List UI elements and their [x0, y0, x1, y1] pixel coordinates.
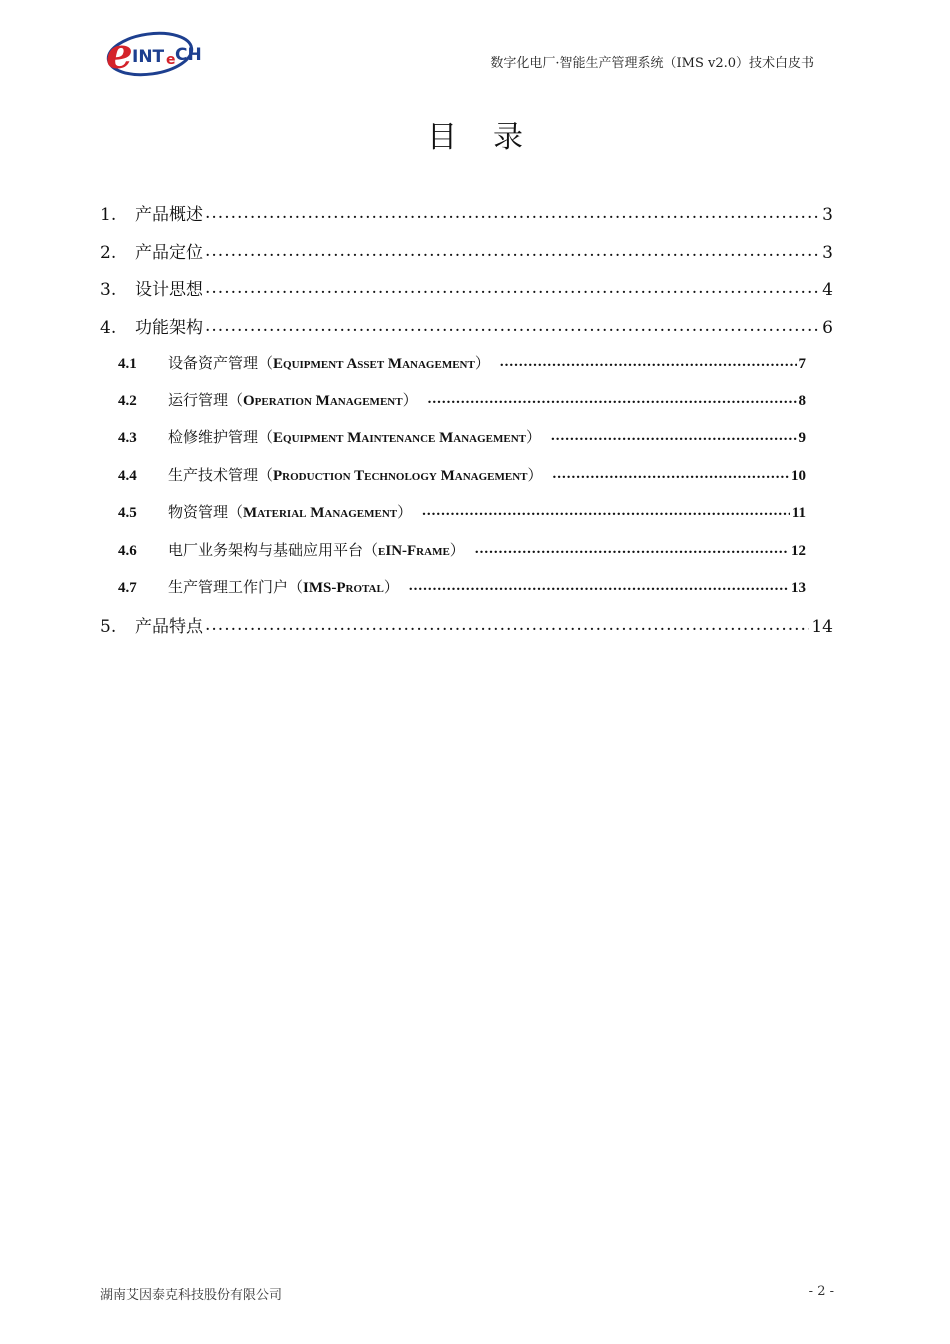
toc-entry-label-en: IMS-Protal [303, 580, 384, 596]
toc-entry-label: 设计思想 [135, 280, 203, 300]
toc-entry-label [168, 426, 541, 447]
header-document-title: 数字化电厂·智能生产管理系统（IMS v2.0）技术白皮书 [490, 56, 814, 71]
toc-entry-label-tail: ） [527, 466, 543, 484]
dot-leader [205, 241, 820, 261]
toc-entry-label-en: Operation Management [243, 393, 403, 409]
toc-entry-page: 13 [791, 580, 806, 596]
toc-entry-1[interactable] [100, 200, 833, 225]
svg-text:e: e [106, 29, 133, 78]
toc-entry-label-en: Equipment Maintenance Management [273, 430, 527, 446]
toc-entry-page: 3 [822, 205, 833, 225]
dot-leader [205, 316, 820, 336]
toc-entry-number: 4.6 [118, 543, 137, 559]
toc-entry-label-cn: 生产技术管理（ [168, 466, 274, 484]
dot-leader [551, 428, 796, 445]
toc-entry-number: 5. [100, 617, 117, 637]
toc-entry-label [168, 501, 412, 522]
footer-page-number: - 2 - [808, 1284, 834, 1299]
toc-entry-label [168, 576, 399, 597]
toc-entry-4-1[interactable] [118, 352, 806, 373]
toc-entry-label-tail: ） [383, 578, 399, 596]
toc-entry-label-en: Material Management [243, 505, 398, 521]
toc-entry-label [168, 389, 418, 410]
toc-entry-number: 3. [100, 280, 117, 300]
toc-entry-4-5[interactable] [118, 501, 806, 522]
toc-entry-label-cn: 物资管理（ [168, 503, 244, 521]
toc-entry-label-tail: ） [449, 541, 465, 559]
toc-entry-label-en: Production Technology Management [273, 468, 528, 484]
toc-entry-label-tail: ） [474, 354, 490, 372]
dot-leader [428, 391, 797, 408]
dot-leader [475, 541, 789, 558]
toc-entry-label: 产品定位 [135, 243, 203, 263]
svg-text:e: e [166, 52, 176, 68]
toc-entry-label-cn: 设备资产管理（ [168, 354, 274, 372]
toc-entry-page: 12 [791, 543, 806, 559]
toc-entry-page: 4 [822, 280, 833, 300]
dot-leader [500, 354, 797, 371]
toc-entry-label [168, 539, 465, 560]
toc-entry-number: 4.7 [118, 580, 137, 596]
toc-entry-page: 7 [798, 356, 806, 372]
toc-entry-number: 2. [100, 243, 117, 263]
toc-entry-4-4[interactable] [118, 464, 806, 485]
svg-text:CH: CH [175, 45, 202, 65]
toc-entry-number: 4.4 [118, 468, 137, 484]
toc-entry-label-cn: 检修维护管理（ [168, 428, 274, 446]
toc-entry-label-en: eIN-Frame [378, 543, 450, 559]
toc-entry-label-tail: ） [526, 428, 542, 446]
toc-entry-page: 10 [791, 468, 806, 484]
toc-entry-5[interactable] [100, 612, 833, 637]
toc-title: 目录 [427, 120, 559, 155]
toc-entry-number: 4.1 [118, 356, 137, 372]
toc-entry-label-tail: ） [402, 391, 418, 409]
dot-leader [422, 503, 790, 520]
toc-entry-2[interactable] [100, 238, 833, 263]
toc-entry-number: 4.3 [118, 430, 137, 446]
toc-entry-page: 8 [798, 393, 806, 409]
toc-entry-4[interactable] [100, 313, 833, 338]
toc-entry-label: 功能架构 [135, 318, 203, 338]
svg-text:INT: INT [132, 47, 165, 67]
toc-entry-number: 1. [100, 205, 117, 225]
toc-entry-label: 产品特点 [135, 617, 203, 637]
toc-entry-page: 9 [798, 430, 806, 446]
toc-entry-4-2[interactable] [118, 389, 806, 410]
toc-entry-number: 4.5 [118, 505, 137, 521]
toc-entry-4-3[interactable] [118, 426, 806, 447]
toc-entry-4-6[interactable] [118, 539, 806, 560]
dot-leader [205, 203, 820, 223]
toc-entry-number: 4.2 [118, 393, 137, 409]
toc-entry-page: 11 [791, 505, 806, 521]
dot-leader [409, 578, 789, 595]
toc-entry-label-cn: 运行管理（ [168, 391, 244, 409]
dot-leader [205, 615, 809, 635]
toc-entry-label-tail: ） [397, 503, 413, 521]
toc-entry-label-cn: 电厂业务架构与基础应用平台（ [168, 541, 379, 559]
toc-entry-4-7[interactable] [118, 576, 806, 597]
dot-leader [205, 278, 820, 298]
toc-entry-label [168, 352, 490, 373]
toc-entry-label: 产品概述 [135, 205, 203, 225]
toc-entry-3[interactable] [100, 275, 833, 300]
footer-company: 湖南艾因泰克科技股份有限公司 [100, 1288, 283, 1303]
toc-entry-page: 3 [822, 243, 833, 263]
eintech-logo [104, 24, 204, 80]
dot-leader [553, 466, 790, 483]
toc-entry-number: 4. [100, 318, 117, 338]
toc-entry-label-en: Equipment Asset Management [273, 356, 475, 372]
toc-entry-page: 6 [822, 318, 833, 338]
toc-entry-page: 14 [811, 617, 833, 637]
toc-entry-label-cn: 生产管理工作门户（ [168, 578, 304, 596]
toc-entry-label [168, 464, 543, 485]
